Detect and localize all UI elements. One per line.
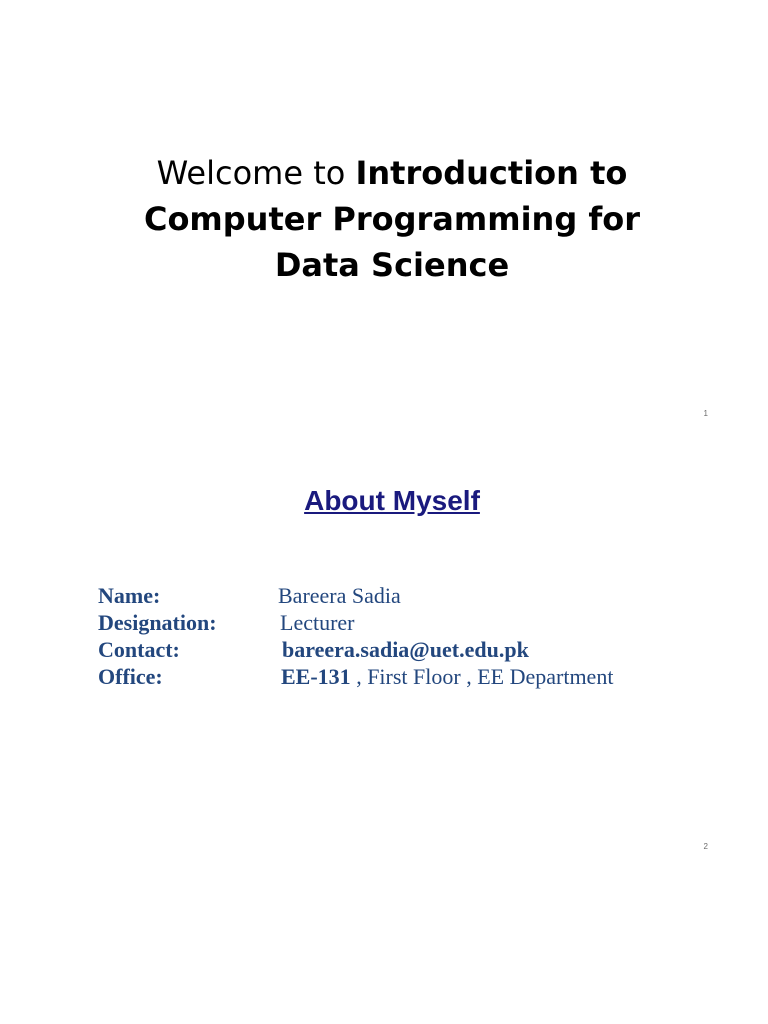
name-label: Name:	[98, 583, 161, 608]
title-line-3: Data Science	[274, 246, 510, 284]
instructor-info	[98, 582, 613, 690]
designation-row	[98, 609, 613, 636]
office-room: EE-131	[281, 664, 351, 689]
designation-label: Designation:	[98, 610, 217, 635]
page-number: 1	[703, 409, 708, 418]
about-heading: About Myself	[304, 485, 480, 516]
name-row	[98, 582, 613, 609]
designation-value: Lecturer	[280, 610, 355, 635]
title-line-1	[0, 150, 768, 196]
slide-title	[0, 150, 768, 288]
slide-2	[0, 433, 768, 866]
slide-1	[0, 0, 768, 433]
title-course-text-1: Introduction to	[355, 154, 628, 192]
name-value: Bareera Sadia	[278, 583, 401, 608]
office-location: , First Floor , EE Department	[350, 664, 614, 689]
contact-label: Contact:	[98, 637, 180, 662]
contact-email: bareera.sadia@uet.edu.pk	[282, 637, 529, 662]
page-number: 2	[703, 842, 708, 851]
title-line-2: Computer Programming for	[143, 200, 641, 238]
office-label: Office:	[98, 664, 163, 689]
contact-row	[98, 636, 613, 663]
office-row	[98, 663, 613, 690]
office-value	[281, 663, 613, 690]
title-welcome-text: Welcome to	[156, 154, 356, 192]
